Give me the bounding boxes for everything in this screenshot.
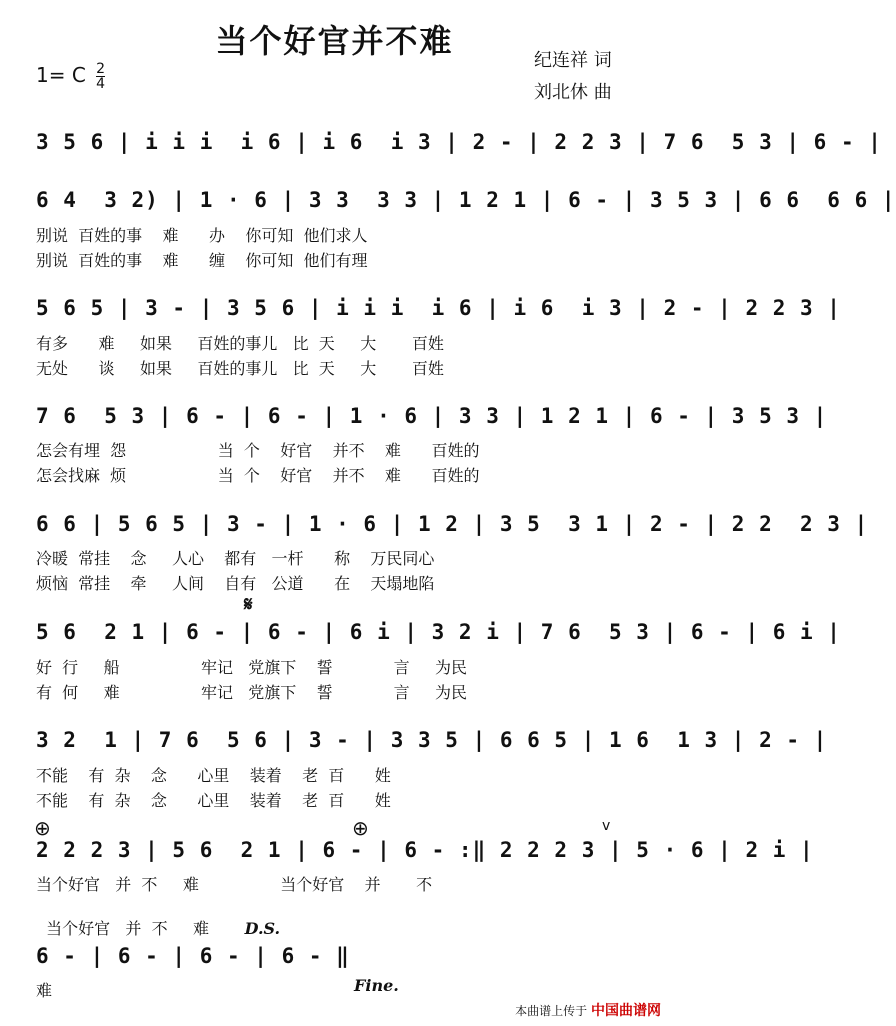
notes-line: 2 2 2 3 | 5 6 2 1 | 6 - | 6 - :‖ 2 2 2 3 | 5 · 6 | 2 i | [36, 838, 814, 862]
lyrics-verse-1: 有多 难 如果 百姓的事儿 比 天 大 百姓 [36, 334, 444, 353]
notes-line: 6 - | 6 - | 6 - | 6 - ‖ [36, 944, 350, 968]
fine-marking: Fine. [354, 976, 399, 995]
lyrics-verse-2: 烦恼 常挂 牵 人间 自有 公道 在 天塌地陷 [36, 574, 435, 593]
score-system-1 [36, 130, 882, 170]
lyrics-verse-2: 无处 谈 如果 百姓的事儿 比 天 大 百姓 [36, 359, 444, 378]
footer-prefix: 本曲谱上传于 [515, 1004, 588, 1018]
score-system-2 [36, 188, 896, 228]
footer-site: 中国曲谱网 [591, 1003, 661, 1019]
notes-line: 3 5 6 | i i i i 6 | i 6 i 3 | 2 - | 2 2 3 | 7 6 5 3 | 6 - | [36, 130, 882, 154]
lyrics-verse-2: 有 何 难 牢记 党旗下 誓 言 为民 [36, 683, 468, 702]
ds-marking: D.S. [244, 919, 281, 938]
score-system-3 [36, 296, 841, 336]
lyrics-verse-1: 别说 百姓的事 难 办 你可知 他们求人 [36, 226, 368, 245]
lyricist: 纪连祥 词 [534, 50, 612, 71]
score-system-7 [36, 728, 828, 768]
lyrics-verse-1: 好 行 船 牢记 党旗下 誓 言 为民 [36, 658, 468, 677]
lyrics-verse-2: 别说 百姓的事 难 缠 你可知 他们有理 [36, 251, 368, 270]
key-signature [36, 62, 105, 91]
lyrics-verse-1: 不能 有 杂 念 心里 装着 老 百 姓 [36, 766, 391, 785]
score-system-9 [36, 944, 636, 984]
lyrics-text: 当个好官 并 不 难 D.S. [46, 919, 281, 938]
lyrics-verse-1: 冷暖 常挂 念 人心 都有 一杆 称 万民同心 [36, 549, 435, 568]
notes-line: 3 2 1 | 7 6 5 6 | 3 - | 3 3 5 | 6 6 5 | 1 6 1 3 | 2 - | [36, 728, 828, 752]
time-bottom: 4 [96, 76, 106, 92]
time-top: 2 [96, 61, 106, 77]
notes-line: 5 6 5 | 3 - | 3 5 6 | i i i i 6 | i 6 i 3 | 2 - | 2 2 3 | [36, 296, 841, 320]
notes-line: 5 6 2 1 | 6 - | 6 - | 6 i | 3 2 i | 7 6 5 3 | 6 - | 6 i | [36, 620, 841, 644]
composer: 刘北休 曲 [534, 82, 612, 103]
lyrics-verse-2: 怎会找麻 烦 当 个 好官 并不 难 百姓的 [36, 466, 480, 485]
notes-line: 6 4 3 2) | 1 · 6 | 3 3 3 3 | 1 2 1 | 6 - | 3 5 3 | 6 6 6 6 | [36, 188, 896, 212]
time-signature [96, 62, 105, 91]
coda-icon: ⊕ [352, 816, 369, 840]
lyrics-verse-1: 当个好官 并 不 难 当个好官 并 不 [36, 875, 433, 894]
lyrics-verse-2: 不能 有 杂 念 心里 装着 老 百 姓 [36, 791, 391, 810]
song-title: 当个好官并不难 [215, 22, 454, 60]
breath-mark-icon: v [602, 818, 611, 834]
lyrics-verse-1: 难 [36, 981, 53, 1000]
key-label: 1= C [36, 63, 86, 87]
notes-line: 7 6 5 3 | 6 - | 6 - | 1 · 6 | 3 3 | 1 2 1 | 6 - | 3 5 3 | [36, 404, 828, 428]
segno-icon: 𝄋 [244, 592, 253, 616]
coda-icon: ⊕ [34, 816, 51, 840]
lyrics-verse-2 [36, 897, 280, 939]
notes-line: 6 6 | 5 6 5 | 3 - | 1 · 6 | 1 2 | 3 5 3 1 | 2 - | 2 2 2 3 | [36, 512, 869, 536]
score-system-6 [36, 620, 841, 660]
lyrics-verse-1: 怎会有埋 怨 当 个 好官 并不 难 百姓的 [36, 441, 480, 460]
footer-watermark [515, 1000, 661, 1020]
